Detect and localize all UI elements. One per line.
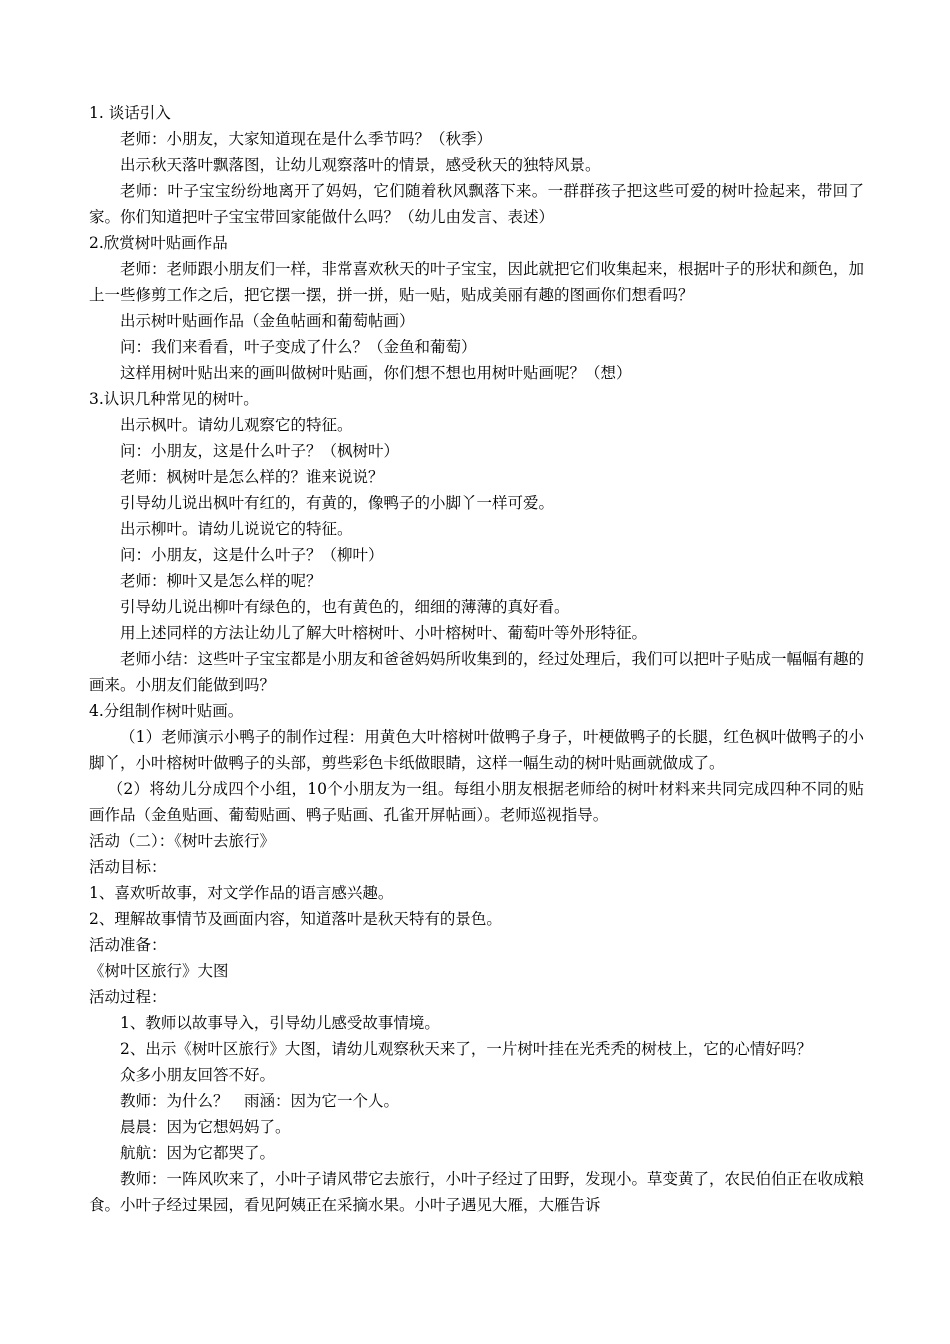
paragraph: 航航：因为它都哭了。 bbox=[120, 1144, 276, 1162]
paragraph: 问：小朋友，这是什么叶子？（柳叶） bbox=[120, 546, 384, 564]
paragraph: 《树叶区旅行》大图 bbox=[89, 962, 229, 980]
paragraph: 出示秋天落叶飘落图，让幼儿观察落叶的情景，感受秋天的独特风景。 bbox=[120, 156, 601, 174]
paragraph: 用上述同样的方法让幼儿了解大叶榕树叶、小叶榕树叶、葡萄叶等外形特征。 bbox=[120, 624, 648, 642]
paragraph: 老师：柳叶又是怎么样的呢？ bbox=[120, 572, 322, 590]
paragraph: 活动目标： bbox=[89, 858, 167, 876]
paragraph: 问：小朋友，这是什么叶子？（枫树叶） bbox=[120, 442, 400, 460]
paragraph: 教师：一阵风吹来了，小叶子请风带它去旅行，小叶子经过了田野，发现小。草变黄了，农民伯伯正在收成粮食。小叶子经过果园，看见阿姨正在采摘水果。小叶子遇见大雁，大雁告诉 bbox=[89, 1170, 865, 1214]
paragraph: 活动过程： bbox=[89, 988, 167, 1006]
paragraph: 众多小朋友回答不好。 bbox=[120, 1066, 276, 1084]
paragraph: 出示树叶贴画作品（金鱼帖画和葡萄帖画） bbox=[120, 312, 415, 330]
paragraph: 1. 谈话引入 bbox=[89, 104, 171, 122]
paragraph: 问：我们来看看，叶子变成了什么？（金鱼和葡萄） bbox=[120, 338, 477, 356]
paragraph: 老师：老师跟小朋友们一样，非常喜欢秋天的叶子宝宝，因此就把它们收集起来，根据叶子的形状和颜色，加上一些修剪工作之后，把它摆一摆，拼一拼，贴一贴，贴成美丽有趣的图画你们想看吗？ bbox=[89, 260, 865, 304]
paragraph: 2、出示《树叶区旅行》大图，请幼儿观察秋天来了，一片树叶挂在光秃秃的树枝上，它的心情好吗？ bbox=[120, 1040, 812, 1058]
paragraph: （1）老师演示小鸭子的制作过程：用黄色大叶榕树叶做鸭子身子，叶梗做鸭子的长腿，红色枫叶做鸭子的小脚丫，小叶榕树叶做鸭子的头部，剪些彩色卡纸做眼睛，这样一幅生动的树叶贴画就做成了。 bbox=[89, 728, 864, 772]
paragraph: 出示柳叶。请幼儿说说它的特征。 bbox=[120, 520, 353, 538]
paragraph: 教师：为什么？ 雨涵：因为它一个人。 bbox=[120, 1092, 400, 1110]
paragraph: 2、理解故事情节及画面内容，知道落叶是秋天特有的景色。 bbox=[89, 910, 502, 928]
paragraph: 出示枫叶。请幼儿观察它的特征。 bbox=[120, 416, 353, 434]
paragraph: 晨晨：因为它想妈妈了。 bbox=[120, 1118, 291, 1136]
paragraph: 老师小结：这些叶子宝宝都是小朋友和爸爸妈妈所收集到的，经过处理后，我们可以把叶子贴成一幅幅有趣的画来。小朋友们能做到吗？ bbox=[89, 650, 865, 694]
paragraph: 引导幼儿说出柳叶有绿色的，也有黄色的，细细的薄薄的真好看。 bbox=[120, 598, 570, 616]
paragraph: 引导幼儿说出枫叶有红的，有黄的，像鸭子的小脚丫一样可爱。 bbox=[120, 494, 555, 512]
paragraph: 老师：叶子宝宝纷纷地离开了妈妈，它们随着秋风飘落下来。一群群孩子把这些可爱的树叶捡起来，带回了家。你们知道把叶子宝宝带回家能做什么吗？（幼儿由发言、表述） bbox=[89, 182, 864, 226]
paragraph: （2）将幼儿分成四个小组，10个小朋友为一组。每组小朋友根据老师给的树叶材料来共同完成四种不同的贴画作品（金鱼贴画、葡萄贴画、鸭子贴画、孔雀开屏帖画）。老师巡视指导。 bbox=[89, 780, 864, 824]
paragraph: 4.分组制作树叶贴画。 bbox=[89, 702, 244, 720]
paragraph: 2.欣赏树叶贴画作品 bbox=[89, 234, 228, 252]
paragraph: 老师：小朋友，大家知道现在是什么季节吗？（秋季） bbox=[120, 130, 493, 148]
paragraph: 1、喜欢听故事，对文学作品的语言感兴趣。 bbox=[89, 884, 394, 902]
paragraph: 这样用树叶贴出来的画叫做树叶贴画，你们想不想也用树叶贴画呢？（想） bbox=[120, 364, 632, 382]
paragraph: 3.认识几种常见的树叶。 bbox=[89, 390, 259, 408]
paragraph: 1、教师以故事导入，引导幼儿感受故事情境。 bbox=[120, 1014, 440, 1032]
paragraph: 活动准备： bbox=[89, 936, 167, 954]
paragraph: 活动（二）：《树叶去旅行》 bbox=[89, 832, 276, 850]
document-page bbox=[89, 100, 864, 1218]
paragraph: 老师：枫树叶是怎么样的？谁来说说？ bbox=[120, 468, 384, 486]
